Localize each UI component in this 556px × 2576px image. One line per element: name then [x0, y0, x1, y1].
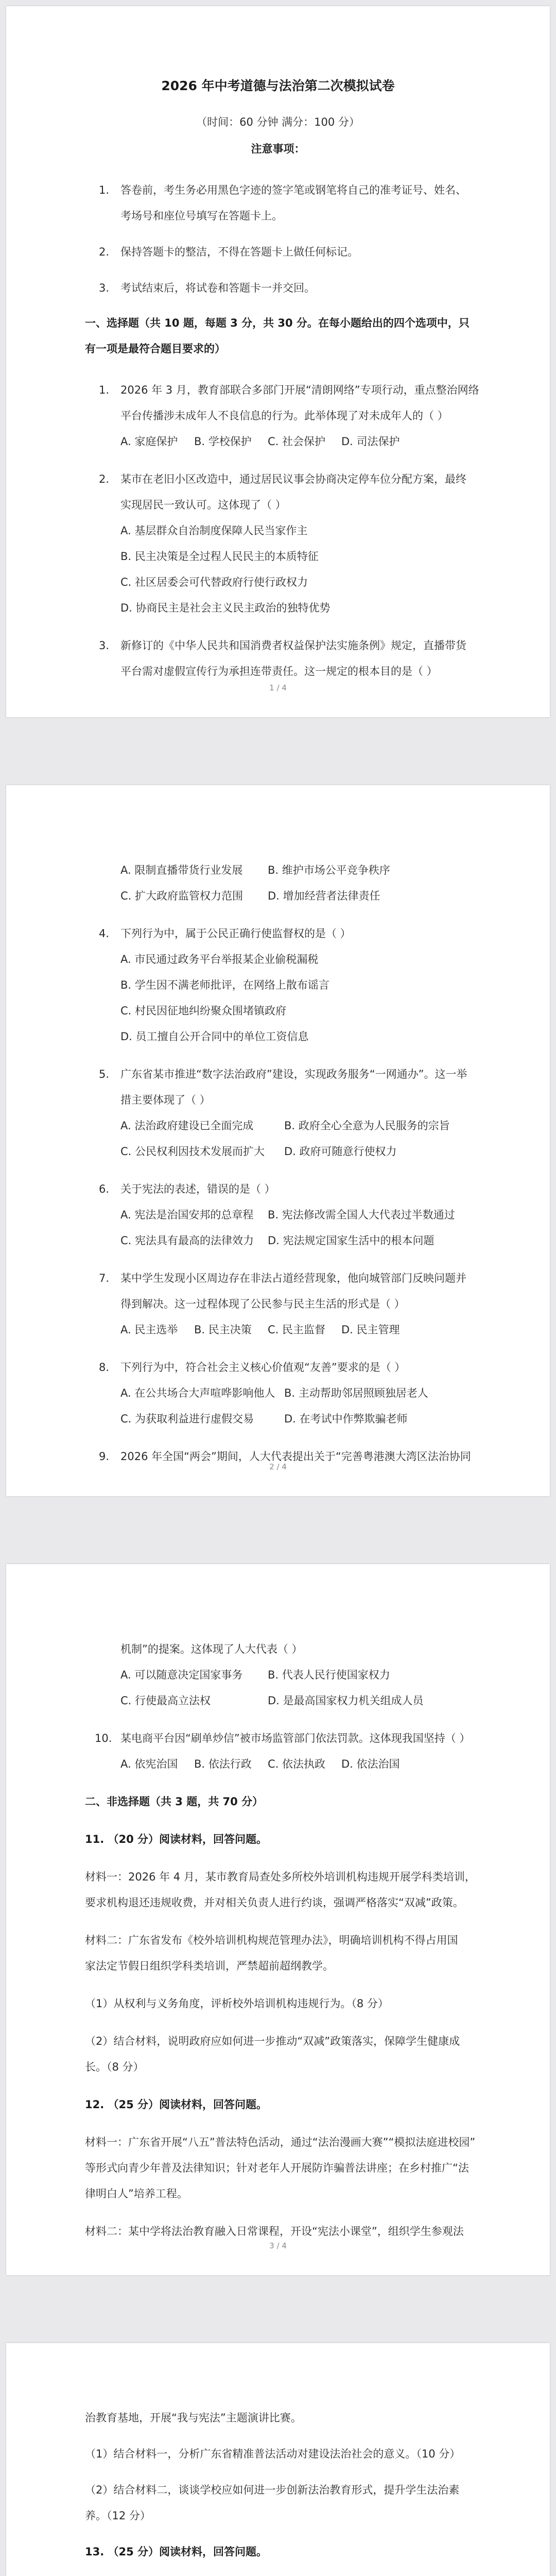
q3-option-c: C. 扩大政府监管权力范围 [120, 890, 244, 902]
q7-number: 7. [99, 1272, 110, 1284]
q4-option-b: B. 学生因不满老师批评，在网络上散布谣言 [120, 979, 329, 991]
q4-stem-line-1: 下列行为中，属于公民正确行使监督权的是（ ） [120, 927, 351, 940]
q6-option-b: B. 宪法修改需全国人大代表过半数通过 [268, 1209, 455, 1221]
q12-material1-line-1: 材料一：广东省开展“八五”普法特色活动，通过“法治漫画大赛”“模拟法庭进校园” [85, 2136, 476, 2148]
exam-page-2 [6, 785, 550, 1496]
q11-subquestion-2-line-2: 长。（8 分） [85, 2061, 144, 2073]
q4-option-c: C. 村民因征地纠纷聚众围堵镇政府 [120, 1005, 287, 1017]
q7-stem-line-1: 某中学生发现小区周边存在非法占道经营现象，他向城管部门反映问题并 [120, 1272, 466, 1284]
q10-option-c: C. 依法执政 [268, 1758, 326, 1770]
q10-number: 10. [95, 1732, 112, 1744]
q9-option-a: A. 可以随意决定国家事务 [120, 1669, 243, 1681]
q12-material1-line-3: 律明白人”培养工程。 [85, 2188, 188, 2200]
q1-option-c: C. 社会保护 [268, 435, 326, 448]
q6-option-c: C. 宪法具有最高的法律效力 [120, 1234, 254, 1247]
q12-material2-line-1: 材料二：某中学将法治教育融入日常课程，开设“宪法小课堂”，组织学生参观法 [85, 2225, 464, 2238]
q7-option-d: D. 民主管理 [341, 1324, 400, 1336]
q8-option-d: D. 在考试中作弊欺骗老师 [284, 1413, 408, 1425]
q10-option-a: A. 依宪治国 [120, 1758, 178, 1770]
q3-option-d: D. 增加经营者法律责任 [268, 890, 380, 902]
q11-material2-line-1: 材料二：广东省发布《校外培训机构规范管理办法》，明确培训机构不得占用国 [85, 1934, 458, 1946]
q2-option-b: B. 民主决策是全过程人民民主的本质特征 [120, 550, 319, 563]
q2-option-d: D. 协商民主是社会主义民主政治的独特优势 [120, 602, 331, 614]
q1-option-b: B. 学校保护 [194, 435, 252, 448]
q11-subquestion-2-line-1: （2）结合材料，说明政府应如何进一步推动“双减”政策落实，保障学生健康成 [85, 2035, 460, 2047]
q3-number: 3. [99, 639, 110, 652]
q3-stem-line-1: 新修订的《中华人民共和国消费者权益保护法实施条例》规定，直播带货 [120, 639, 466, 652]
q9-option-b: B. 代表人民行使国家权力 [268, 1669, 390, 1681]
q3-stem-line-2: 平台需对虚假宣传行为承担连带责任。这一规定的根本目的是（ ） [120, 665, 438, 677]
q7-option-c: C. 民主监督 [268, 1324, 326, 1336]
q2-option-c: C. 社区居委会可代替政府行使行政权力 [120, 576, 308, 588]
q5-option-c: C. 公民权利因技术发展而扩大 [120, 1145, 265, 1158]
q5-stem-line-1: 广东省某市推进“数字法治政府”建设，实现政务服务“一网通办”。这一举 [120, 1068, 467, 1080]
notice-2-line-1: 保持答题卡的整洁，不得在答题卡上做任何标记。 [120, 246, 358, 258]
q2-stem-line-2: 实现居民一致认可。这体现了（ ） [120, 499, 286, 511]
page-number: 1 / 4 [269, 683, 287, 692]
q10-option-d: D. 依法治国 [341, 1758, 400, 1770]
q11-material2-line-2: 家法定节假日组织学科类培训，严禁超前超纲教学。 [85, 1960, 334, 1972]
q6-option-d: D. 宪法规定国家生活中的根本问题 [268, 1234, 435, 1247]
q9-number: 9. [99, 1450, 110, 1463]
section1-heading-line-2: 有一项是最符合题目要求的） [85, 343, 225, 355]
exam-page-1 [6, 6, 550, 717]
notice-1-line-1: 答卷前，考生务必用黑色字迹的签字笔或钢笔将自己的准考证号、姓名、 [120, 184, 466, 196]
q12-subquestion-2-line-1: （2）结合材料二，谈谈学校应如何进一步创新法治教育形式，提升学生法治素 [85, 2484, 460, 2496]
q2-stem-line-1: 某市在老旧小区改造中，通过居民议事会协商决定停车位分配方案，最终 [120, 473, 466, 485]
q4-option-d: D. 员工擅自公开合同中的单位工资信息 [120, 1030, 309, 1043]
q1-stem-line-1: 2026 年 3 月，教育部联合多部门开展“清朗网络”专项行动，重点整治网络 [120, 384, 479, 396]
q4-number: 4. [99, 927, 110, 940]
q9-option-c: C. 行使最高立法权 [120, 1694, 211, 1707]
exam-time-score: （时间：60 分钟 满分：100 分） [196, 116, 360, 128]
q12-heading: 12. （25 分）阅读材料，回答问题。 [85, 2098, 268, 2111]
q1-number: 1. [99, 384, 110, 396]
q8-option-a: A. 在公共场合大声喧哗影响他人 [120, 1387, 275, 1399]
q10-option-b: B. 依法行政 [194, 1758, 252, 1770]
page-number: 3 / 4 [269, 2241, 287, 2250]
q5-option-a: A. 法治政府建设已全面完成 [120, 1120, 254, 1132]
notice-2-number: 2. [99, 246, 110, 258]
q1-option-d: D. 司法保护 [341, 435, 400, 448]
q11-material1-line-1: 材料一：2026 年 4 月，某市教育局查处多所校外培训机构违规开展学科类培训， [85, 1871, 476, 1883]
q5-option-b: B. 政府全心全意为人民服务的宗旨 [284, 1120, 450, 1132]
q8-option-b: B. 主动帮助邻居照顾独居老人 [284, 1387, 428, 1399]
q11-material1-line-2: 要求机构退还违规收费，并对相关负责人进行约谈，强调严格落实“双减”政策。 [85, 1896, 464, 1909]
q8-number: 8. [99, 1361, 110, 1374]
q5-number: 5. [99, 1068, 110, 1080]
q9-stem-line-1: 2026 年全国“两会”期间，人大代表提出关于“完善粤港澳大湾区法治协同 [120, 1450, 471, 1463]
exam-page-4 [6, 2343, 550, 2576]
q1-option-a: A. 家庭保护 [120, 435, 178, 448]
q7-option-b: B. 民主决策 [194, 1324, 252, 1336]
q2-option-a: A. 基层群众自治制度保障人民当家作主 [120, 524, 308, 537]
q12-subquestion-1: （1）结合材料一，分析广东省精准普法活动对建设法治社会的意义。（10 分） [85, 2448, 461, 2460]
q3-option-b: B. 维护市场公平竞争秩序 [268, 864, 390, 876]
exam-page-3 [6, 1564, 550, 2275]
q6-number: 6. [99, 1183, 110, 1195]
q9-option-d: D. 是最高国家权力机关组成人员 [268, 1694, 424, 1707]
q1-stem-line-2: 平台传播涉未成年人不良信息的行为。此举体现了对未成年人的（ ） [120, 410, 448, 422]
notice-3-number: 3. [99, 282, 110, 294]
section1-heading-line-1: 一、选择题（共 10 题，每题 3 分，共 30 分。在每小题给出的四个选项中，只 [85, 317, 470, 329]
q8-stem-line-1: 下列行为中，符合社会主义核心价值观“友善”要求的是（ ） [120, 1361, 406, 1374]
q3-option-a: A. 限制直播带货行业发展 [120, 864, 243, 876]
q11-heading: 11. （20 分）阅读材料，回答问题。 [85, 1833, 268, 1845]
q12-subquestion-2-line-2: 养。（12 分） [85, 2510, 151, 2522]
q9-stem-line-2: 机制”的提案。这体现了人大代表（ ） [120, 1643, 303, 1655]
q6-stem-line-1: 关于宪法的表述，错误的是（ ） [120, 1183, 275, 1195]
notice-1-number: 1. [99, 184, 110, 196]
notice-heading: 注意事项： [251, 143, 305, 155]
notice-3-line-1: 考试结束后，将试卷和答题卡一并交回。 [120, 282, 315, 294]
q2-number: 2. [99, 473, 110, 485]
q6-option-a: A. 宪法是治国安邦的总章程 [120, 1209, 254, 1221]
q7-option-a: A. 民主选举 [120, 1324, 178, 1336]
notice-1-line-2: 考场号和座位号填写在答题卡上。 [120, 210, 283, 222]
q8-option-c: C. 为获取利益进行虚假交易 [120, 1413, 254, 1425]
q12-material1-line-2: 等形式向青少年普及法律知识；针对老年人开展防诈骗普法讲座；在乡村推广“法 [85, 2162, 469, 2174]
section2-heading: 二、非选择题（共 3 题，共 70 分） [85, 1795, 264, 1808]
page-number: 2 / 4 [269, 1462, 287, 1471]
q11-subquestion-1: （1）从权利与义务角度，评析校外培训机构违规行为。（8 分） [85, 1997, 389, 2010]
q5-stem-line-2: 措主要体现了（ ） [120, 1094, 211, 1106]
q7-stem-line-2: 得到解决。这一过程体现了公民参与民主生活的形式是（ ） [120, 1298, 405, 1310]
exam-title: 2026 年中考道德与法治第二次模拟试卷 [161, 78, 395, 93]
q10-stem-line-1: 某电商平台因“刷单炒信”被市场监管部门依法罚款。这体现我国坚持（ ） [120, 1732, 471, 1744]
q5-option-d: D. 政府可随意行使权力 [284, 1145, 397, 1158]
q4-option-a: A. 市民通过政务平台举报某企业偷税漏税 [120, 953, 319, 965]
q13-heading: 13. （25 分）阅读材料，回答问题。 [85, 2546, 268, 2558]
q12-material2-line-2: 治教育基地，开展“我与宪法”主题演讲比赛。 [85, 2412, 302, 2424]
